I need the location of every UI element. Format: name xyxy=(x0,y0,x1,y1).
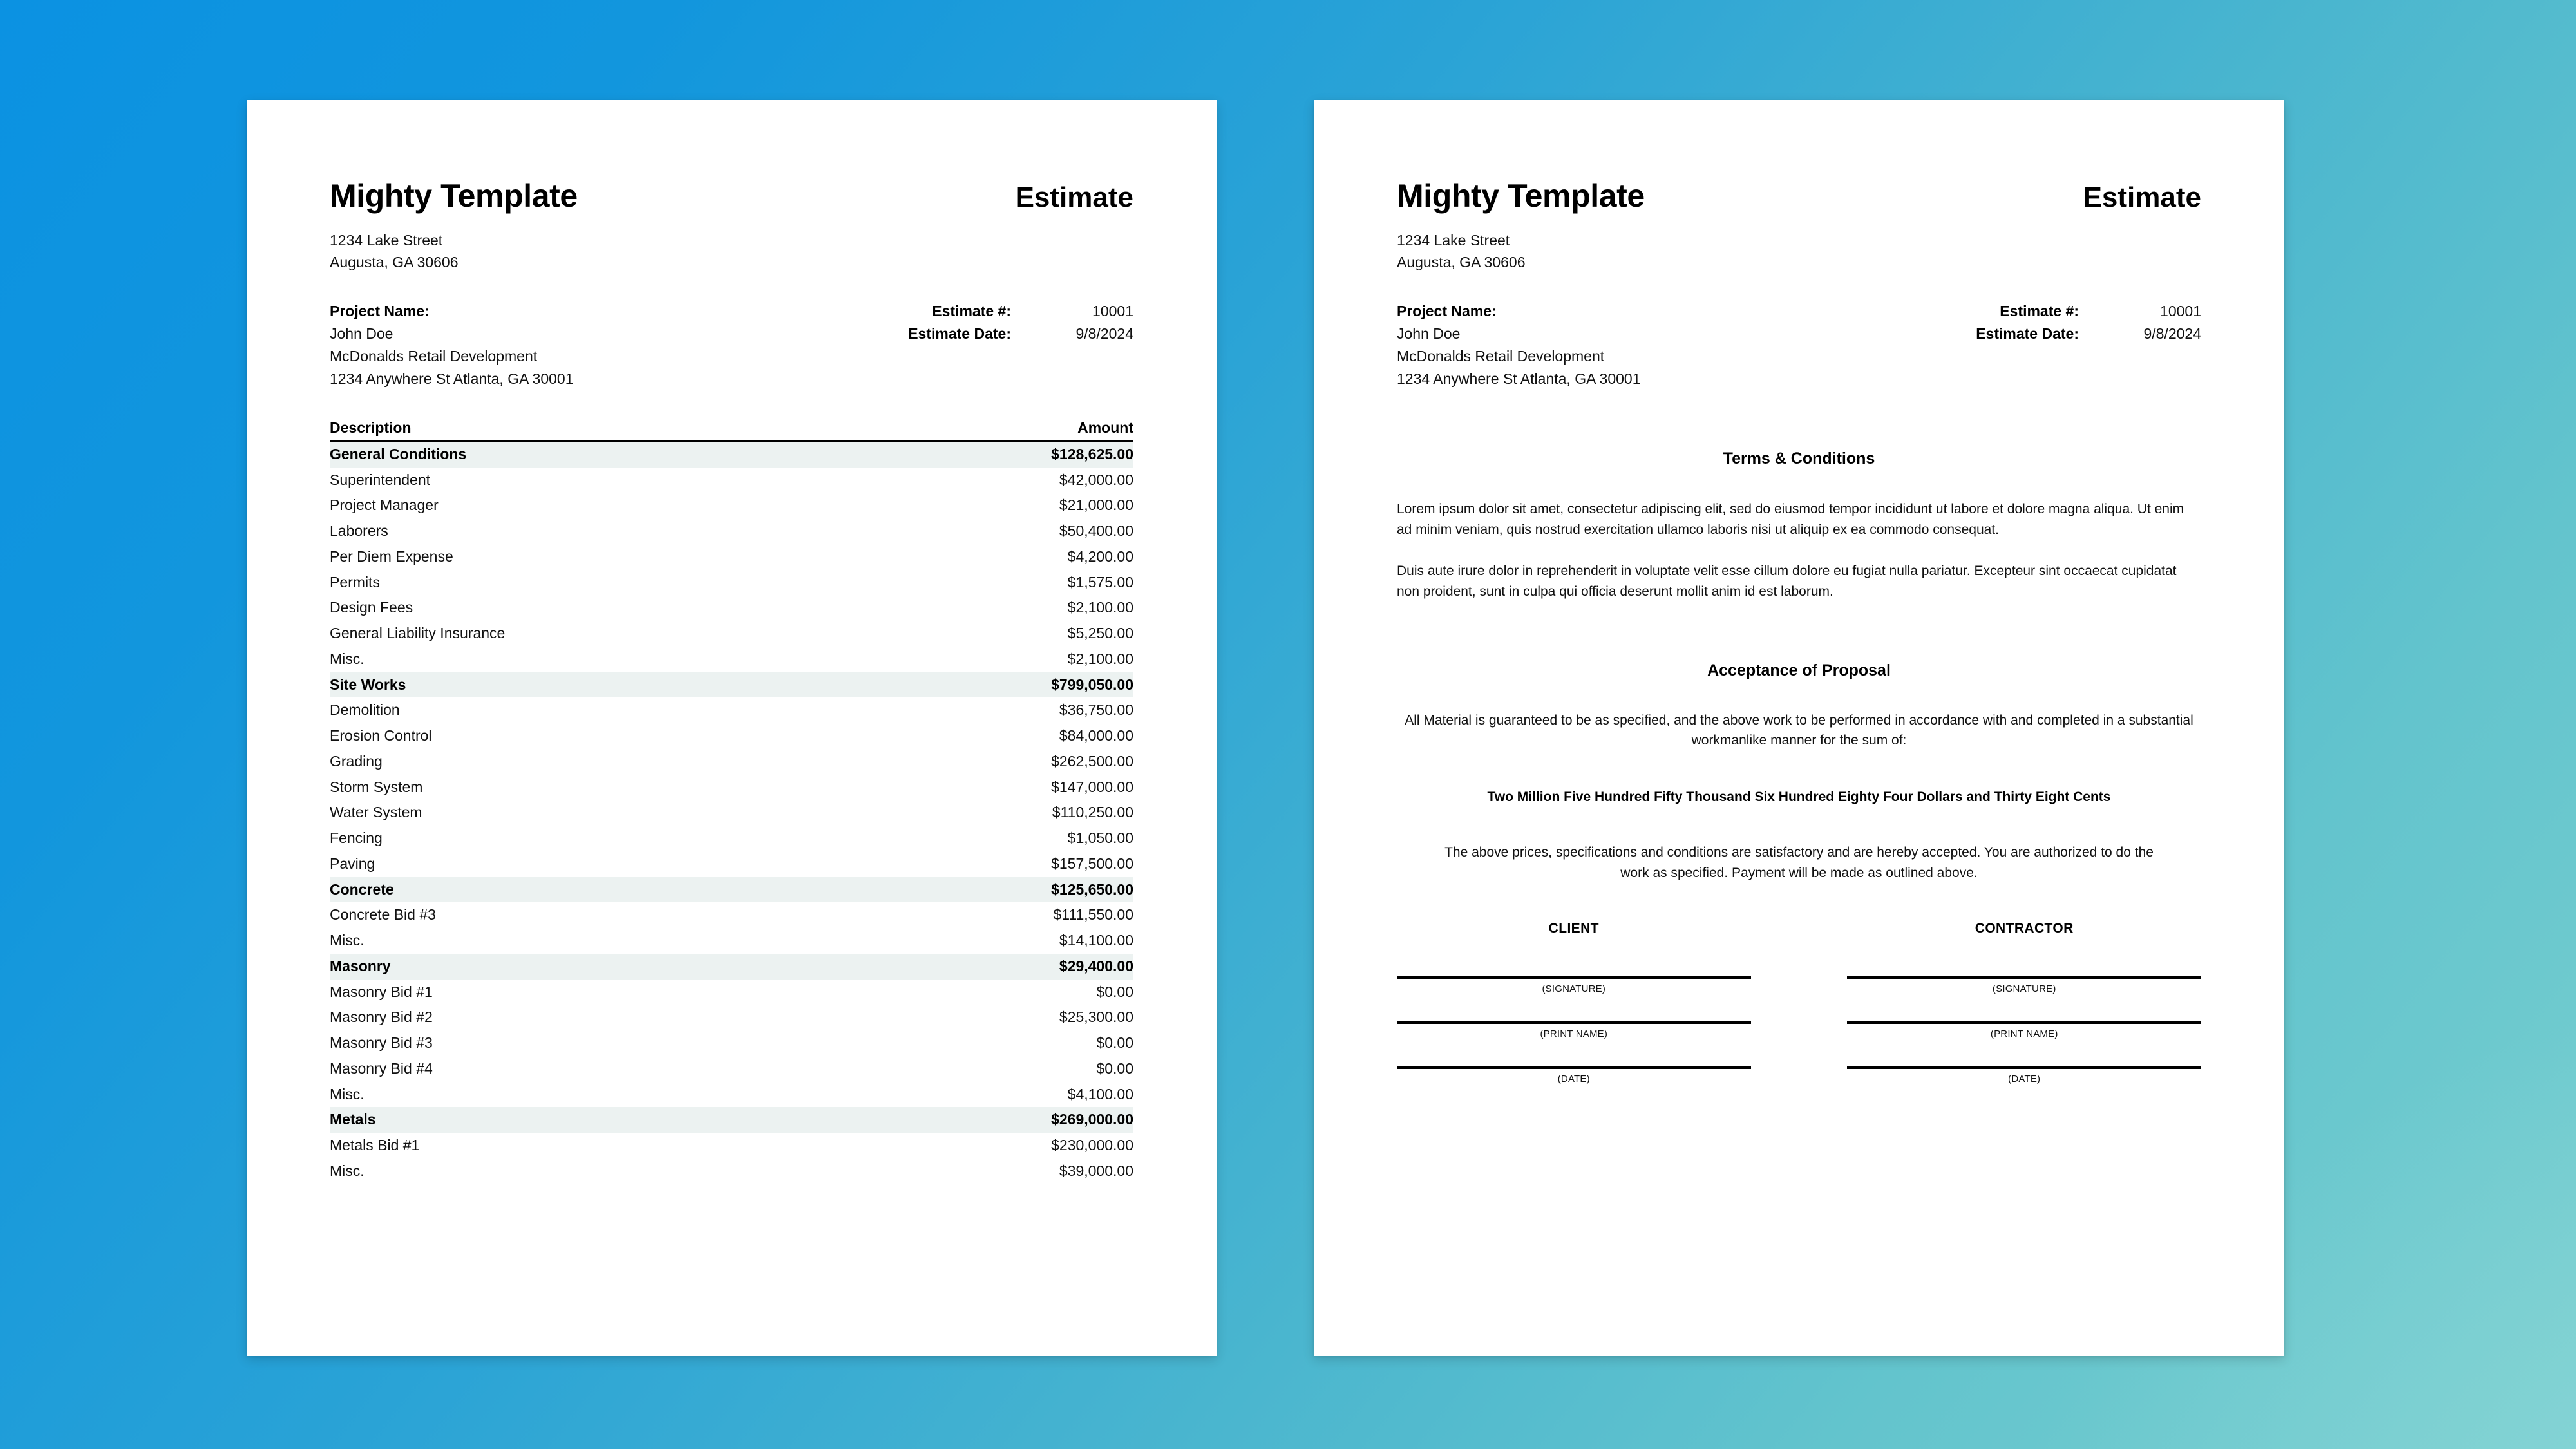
client-signature-column xyxy=(1397,921,1751,1084)
project-company: McDonalds Retail Development xyxy=(1397,347,1605,365)
document-type: Estimate xyxy=(1015,182,1133,213)
client-signature-caption: (SIGNATURE) xyxy=(1542,983,1606,995)
contractor-signature-caption: (SIGNATURE) xyxy=(1992,983,2056,995)
line-item-amount: $4,200.00 xyxy=(1067,547,1133,565)
line-item-amount: $5,250.00 xyxy=(1067,625,1133,642)
table-row xyxy=(330,1107,1133,1133)
line-item-amount: $29,400.00 xyxy=(876,954,1133,980)
line-item-description: Laborers xyxy=(330,522,388,540)
acceptance-lead-text: All Material is guaranteed to be as specified, and the above work to be performed in accordance with and completed in a substantial workmanlike manner for the sum of: xyxy=(1405,712,2193,748)
estimate-date-value: 9/8/2024 xyxy=(1075,325,1133,343)
table-row xyxy=(330,954,1133,980)
line-item-description: Storm System xyxy=(330,778,423,795)
terms-paragraph-1: Lorem ipsum dolor sit amet, consectetur adipiscing elit, sed do eiusmod tempor incididunt ut labore et dolore magna aliqua. Ut enim ad minim veniam, quis nostrud exercitation ullamco laboris nisi ut aliquip ex ea commodo consequat. xyxy=(1397,501,2184,537)
line-item-description: Erosion Control xyxy=(330,727,432,744)
line-item-amount: $2,100.00 xyxy=(1067,599,1133,616)
table-row xyxy=(330,1056,1133,1082)
line-item-amount: $125,650.00 xyxy=(876,877,1133,903)
line-item-description: Permits xyxy=(330,573,380,591)
table-row xyxy=(330,980,1133,1005)
line-item-description: General Conditions xyxy=(330,440,876,467)
project-info xyxy=(330,300,574,390)
estimate-number-value: 10001 xyxy=(1092,303,1133,320)
client-heading: CLIENT xyxy=(1548,921,1599,936)
line-item-amount: $42,000.00 xyxy=(1059,471,1133,488)
table-row xyxy=(330,621,1133,647)
table-row xyxy=(330,775,1133,800)
line-item-description: Per Diem Expense xyxy=(330,547,453,565)
company-address-line-1: 1234 Lake Street xyxy=(330,232,443,249)
page-1-content xyxy=(330,100,1133,1356)
line-item-description: Misc. xyxy=(330,650,365,667)
project-contact: John Doe xyxy=(1397,325,1461,343)
contractor-print-name-line[interactable] xyxy=(1847,1021,2201,1024)
company-name: Mighty Template xyxy=(330,178,578,214)
project-info xyxy=(1397,300,1641,390)
contractor-heading: CONTRACTOR xyxy=(1975,921,2074,936)
table-row xyxy=(330,800,1133,826)
company-name: Mighty Template xyxy=(1397,178,1645,214)
table-row xyxy=(330,440,1133,467)
line-item-description: Paving xyxy=(330,855,375,872)
client-date-slot[interactable] xyxy=(1397,1066,1751,1084)
line-item-amount: $84,000.00 xyxy=(1059,727,1133,744)
table-row xyxy=(330,902,1133,928)
client-date-line[interactable] xyxy=(1397,1066,1751,1069)
company-address xyxy=(1397,229,2201,273)
acceptance-of-proposal-title: Acceptance of Proposal xyxy=(1707,661,1891,679)
line-item-description: Misc. xyxy=(330,1085,365,1103)
contractor-signature-column xyxy=(1847,921,2201,1084)
line-item-description: Misc. xyxy=(330,1162,365,1179)
line-item-description: Concrete Bid #3 xyxy=(330,906,436,923)
line-item-amount: $0.00 xyxy=(1096,1034,1133,1052)
terms-and-conditions-title: Terms & Conditions xyxy=(1723,449,1875,468)
client-print-name-slot[interactable] xyxy=(1397,1021,1751,1039)
estimate-meta xyxy=(330,300,1133,390)
estimate-details xyxy=(1976,300,2201,390)
line-item-description: Metals Bid #1 xyxy=(330,1137,420,1154)
line-item-amount: $1,050.00 xyxy=(1067,829,1133,847)
line-item-amount: $799,050.00 xyxy=(876,672,1133,698)
project-company: McDonalds Retail Development xyxy=(330,347,538,365)
terms-paragraph-2: Duis aute irure dolor in reprehenderit in voluptate velit esse cillum dolore eu fugiat nulla pariatur. Excepteur sint occaecat cupidatat non proident, sunt in culpa qui officia deserunt mollit anim id est laborum. xyxy=(1397,563,2177,599)
project-address: 1234 Anywhere St Atlanta, GA 30001 xyxy=(1397,370,1641,387)
line-item-description: Concrete xyxy=(330,877,876,903)
table-row xyxy=(330,570,1133,596)
table-row xyxy=(330,595,1133,621)
table-row xyxy=(330,1005,1133,1030)
contractor-signature-line[interactable] xyxy=(1847,976,2201,979)
contractor-date-line[interactable] xyxy=(1847,1066,2201,1069)
company-address-line-2: Augusta, GA 30606 xyxy=(330,254,459,271)
estimate-date-label: Estimate Date: xyxy=(1976,325,2079,343)
contractor-print-name-caption: (PRINT NAME) xyxy=(1990,1028,2058,1040)
client-signature-line[interactable] xyxy=(1397,976,1751,979)
project-name-label: Project Name: xyxy=(1397,303,1497,320)
table-row xyxy=(330,723,1133,749)
contractor-date-caption: (DATE) xyxy=(2008,1074,2041,1085)
table-row xyxy=(330,877,1133,903)
contractor-date-slot[interactable] xyxy=(1847,1066,2201,1084)
line-item-amount: $110,250.00 xyxy=(1052,804,1133,821)
table-row xyxy=(330,851,1133,877)
line-item-description: Project Manager xyxy=(330,497,439,514)
line-item-amount: $0.00 xyxy=(1096,983,1133,1000)
line-item-amount: $36,750.00 xyxy=(1059,701,1133,719)
line-item-description: Metals xyxy=(330,1107,876,1133)
estimate-date-label: Estimate Date: xyxy=(908,325,1011,343)
table-row xyxy=(330,1082,1133,1108)
estimate-meta xyxy=(1397,300,2201,390)
table-row xyxy=(330,826,1133,851)
column-header-description: Description xyxy=(330,419,876,441)
line-item-description: Masonry Bid #1 xyxy=(330,983,433,1000)
line-item-description: Masonry Bid #2 xyxy=(330,1009,433,1026)
project-contact: John Doe xyxy=(330,325,393,343)
line-item-description: Superintendent xyxy=(330,471,431,488)
client-date-caption: (DATE) xyxy=(1557,1074,1590,1085)
line-item-description: Masonry xyxy=(330,954,876,980)
estimate-details xyxy=(908,300,1133,390)
client-print-name-line[interactable] xyxy=(1397,1021,1751,1024)
line-item-amount: $157,500.00 xyxy=(1051,855,1133,872)
line-item-description: General Liability Insurance xyxy=(330,625,506,642)
line-item-amount: $39,000.00 xyxy=(1059,1162,1133,1179)
terms-and-conditions-body xyxy=(1397,499,2201,602)
table-row xyxy=(330,518,1133,544)
page-2-content xyxy=(1397,100,2201,1356)
table-row xyxy=(330,672,1133,698)
company-address-line-1: 1234 Lake Street xyxy=(1397,232,1510,249)
table-row xyxy=(330,1133,1133,1159)
page-1-header xyxy=(330,100,1133,212)
line-items-table xyxy=(330,419,1133,1184)
line-item-amount: $14,100.00 xyxy=(1059,932,1133,949)
table-row xyxy=(330,544,1133,570)
estimate-date-value: 9/8/2024 xyxy=(2143,325,2201,343)
estimate-number-label: Estimate #: xyxy=(932,303,1011,320)
line-item-amount: $262,500.00 xyxy=(1051,752,1133,770)
line-items-body xyxy=(330,440,1133,1184)
line-item-amount: $111,550.00 xyxy=(1053,906,1133,923)
contractor-signature-slot[interactable] xyxy=(1847,976,2201,994)
line-item-amount: $269,000.00 xyxy=(876,1107,1133,1133)
line-item-description: Site Works xyxy=(330,672,876,698)
line-item-description: Demolition xyxy=(330,701,400,719)
table-row xyxy=(330,697,1133,723)
signature-section xyxy=(1397,921,2201,1084)
line-item-description: Masonry Bid #3 xyxy=(330,1034,433,1052)
line-item-description: Design Fees xyxy=(330,599,413,616)
line-item-description: Grading xyxy=(330,752,383,770)
client-print-name-caption: (PRINT NAME) xyxy=(1540,1028,1608,1040)
line-item-description: Misc. xyxy=(330,932,365,949)
line-items-head xyxy=(330,419,1133,441)
company-address xyxy=(330,229,1133,273)
line-item-description: Water System xyxy=(330,804,422,821)
line-item-amount: $21,000.00 xyxy=(1059,497,1133,514)
line-item-amount: $128,625.00 xyxy=(876,440,1133,467)
line-item-amount: $25,300.00 xyxy=(1059,1009,1133,1026)
line-item-amount: $50,400.00 xyxy=(1059,522,1133,540)
acceptance-sum-in-words: Two Million Five Hundred Fifty Thousand Six Hundred Eighty Four Dollars and Thirty Eight Cents xyxy=(1487,790,2111,805)
estimate-page-1 xyxy=(247,100,1217,1356)
table-row xyxy=(330,749,1133,775)
table-row xyxy=(330,468,1133,493)
line-item-amount: $230,000.00 xyxy=(1051,1137,1133,1154)
line-item-amount: $1,575.00 xyxy=(1067,573,1133,591)
table-row xyxy=(330,928,1133,954)
line-item-description: Fencing xyxy=(330,829,383,847)
table-row xyxy=(330,1159,1133,1184)
line-item-amount: $4,100.00 xyxy=(1067,1085,1133,1103)
acceptance-tail-text: The above prices, specifications and conditions are satisfactory and are hereby accepted. You are authorized to do the work as specified. Payment will be made as outlined above. xyxy=(1444,845,2154,881)
table-row xyxy=(330,493,1133,518)
project-name-label: Project Name: xyxy=(330,303,430,320)
estimate-number-label: Estimate #: xyxy=(2000,303,2079,320)
table-header-row xyxy=(330,419,1133,441)
client-signature-slot[interactable] xyxy=(1397,976,1751,994)
page-2-header xyxy=(1397,100,2201,212)
table-row xyxy=(330,1030,1133,1056)
line-item-amount: $0.00 xyxy=(1096,1059,1133,1077)
document-type: Estimate xyxy=(2083,182,2201,213)
project-address: 1234 Anywhere St Atlanta, GA 30001 xyxy=(330,370,574,387)
estimate-number-value: 10001 xyxy=(2160,303,2201,320)
line-item-amount: $2,100.00 xyxy=(1067,650,1133,667)
line-item-amount: $147,000.00 xyxy=(1051,778,1133,795)
column-header-amount: Amount xyxy=(876,419,1133,441)
estimate-page-2 xyxy=(1314,100,2284,1356)
contractor-print-name-slot[interactable] xyxy=(1847,1021,2201,1039)
company-address-line-2: Augusta, GA 30606 xyxy=(1397,254,1526,271)
table-row xyxy=(330,647,1133,672)
line-item-description: Masonry Bid #4 xyxy=(330,1059,433,1077)
